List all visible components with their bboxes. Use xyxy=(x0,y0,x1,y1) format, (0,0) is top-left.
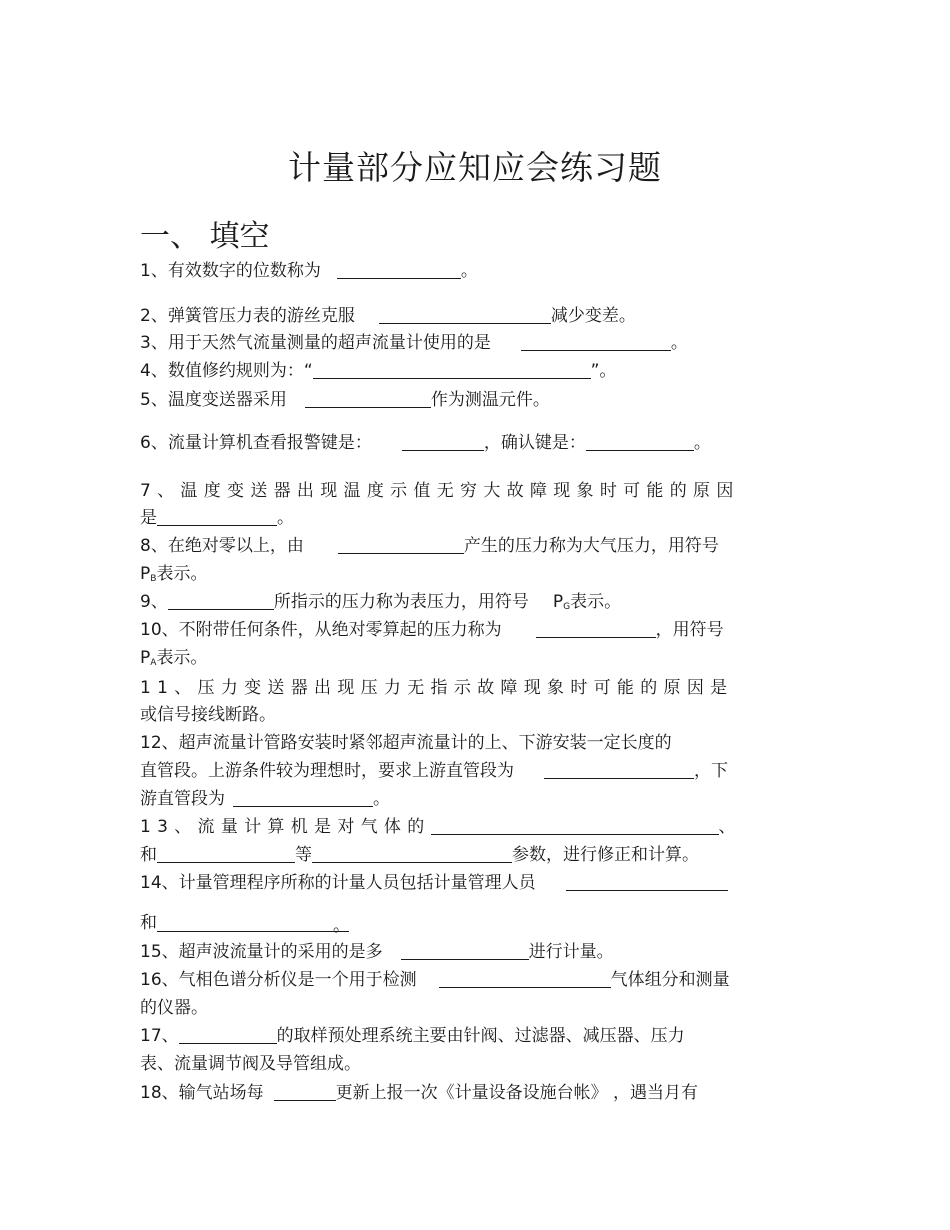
answer-blank xyxy=(521,333,671,351)
question-16: 16、气相色谱分析仪是一个用于检测 气体组分和测量 xyxy=(140,970,730,990)
answer-blank xyxy=(168,592,274,610)
answer-blank xyxy=(274,1083,336,1101)
answer-blank xyxy=(338,536,464,554)
question-1: 1、有效数字的位数称为 。 xyxy=(140,261,478,281)
question-8-cont: $P_B$表示。 xyxy=(140,564,208,584)
answer-blank xyxy=(439,970,611,988)
question-13-cont: 和 等 参数，进行修正和计算。 xyxy=(140,845,699,865)
answer-blank xyxy=(544,761,694,779)
answer-blank xyxy=(379,306,551,324)
answer-blank xyxy=(305,390,431,408)
answer-blank xyxy=(179,1026,277,1044)
answer-blank xyxy=(401,942,529,960)
question-14-cont: 和 。 xyxy=(140,913,350,936)
answer-blank xyxy=(337,261,461,279)
question-18: 18、输气站场每 更新上报一次《计量设备设施台帐》 ，遇当月有 xyxy=(140,1083,699,1103)
question-17-cont: 表、流量调节阀及导管组成。 xyxy=(140,1054,361,1074)
question-3: 3、用于天然气流量测量的超声流量计使用的是 。 xyxy=(140,333,688,353)
question-14: 14、计量管理程序所称的计量人员包括计量管理人员 xyxy=(140,871,728,895)
answer-blank xyxy=(586,433,694,451)
question-5: 5、温度变送器采用 作为测温元件。 xyxy=(140,390,550,410)
question-12-cont2: 游直管段为 。 xyxy=(140,789,390,809)
answer-blank: 。 xyxy=(157,914,349,932)
answer-blank xyxy=(536,620,656,638)
question-8: 8、在绝对零以上，由 产生的压力称为大气压力，用符号 xyxy=(140,536,719,556)
question-17: 17、 的取样预处理系统主要由针阀、过滤器、减压器、压力 xyxy=(140,1026,685,1046)
answer-blank xyxy=(312,845,512,863)
question-11-cont: 或信号接线断路。 xyxy=(140,705,276,725)
answer-blank xyxy=(157,508,277,526)
question-2: 2、弹簧管压力表的游丝克服 减少变差。 xyxy=(140,306,636,326)
question-7: 7、温度变送器出现温度示值无穷大故障现象时可能的原因 xyxy=(140,481,740,501)
question-10-cont: $P_A$表示。 xyxy=(140,648,208,668)
answer-blank xyxy=(566,873,728,891)
answer-blank xyxy=(233,789,373,807)
answer-blank xyxy=(313,361,591,379)
question-11: 11、压力变送器出现压力无指示故障现象时可能的原因是 xyxy=(140,678,734,698)
question-12-cont: 直管段。上游条件较为理想时，要求上游直管段为 ，下 xyxy=(140,761,728,781)
section-heading: 一、 填空 xyxy=(140,219,270,254)
question-10: 10、不附带任何条件，从绝对零算起的压力称为 ，用符号 xyxy=(140,620,724,640)
answer-blank xyxy=(157,845,295,863)
question-7-cont: 是 。 xyxy=(140,508,294,528)
question-15: 15、超声波流量计的采用的是多 进行计量。 xyxy=(140,942,614,962)
document-title: 计量部分应知应会练习题 xyxy=(288,148,662,187)
question-6: 6、流量计算机查看报警键是： ，确认键是： 。 xyxy=(140,433,711,453)
question-16-cont: 的仪器。 xyxy=(140,998,208,1018)
question-9: 9、 所指示的压力称为表压力，用符号 $P_G$表示。 xyxy=(140,592,622,612)
answer-blank xyxy=(431,817,719,835)
answer-blank xyxy=(402,433,484,451)
question-13: 13、流量计算机是对气体的 、 xyxy=(140,817,736,837)
question-4: 4、数值修约规则为：“ ”。 xyxy=(140,361,617,381)
question-12: 12、超声流量计管路安装时紧邻超声流量计的上、下游安装一定长度的 xyxy=(140,733,672,753)
